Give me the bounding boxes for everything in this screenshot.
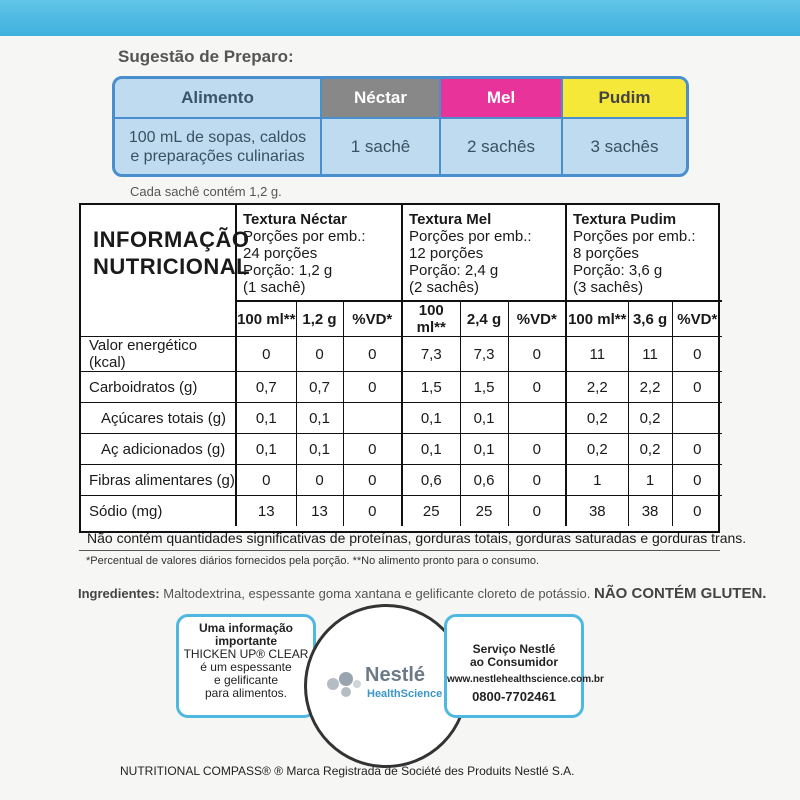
nutrient-value: 0 xyxy=(296,337,343,372)
info-line-2: é um espessante xyxy=(200,660,292,674)
info-line-4: para alimentos. xyxy=(204,686,288,700)
nutrient-value: 0 xyxy=(508,496,566,527)
serving-sachets: (1 sachê) xyxy=(243,279,306,296)
serving-size: Porção: 2,4 g xyxy=(409,262,499,279)
ingredients-line xyxy=(78,585,766,602)
nutrient-value: 0,1 xyxy=(296,403,343,434)
nutrient-label: Fibras alimentares (g) xyxy=(81,465,236,496)
nutrient-value: 2,2 xyxy=(628,372,672,403)
nutrient-value: 0,1 xyxy=(296,434,343,465)
nutrient-value: 0 xyxy=(343,465,402,496)
nutrient-row xyxy=(81,337,722,372)
nutrient-value: 7,3 xyxy=(402,337,460,372)
nutrient-value: 0,2 xyxy=(628,434,672,465)
unit-header: 3,6 g xyxy=(628,301,672,337)
header-nectar: Néctar xyxy=(321,79,440,118)
unit-header: %VD* xyxy=(508,301,566,337)
header-mel: Mel xyxy=(440,79,562,118)
serving-sachets: (3 sachês) xyxy=(573,279,644,296)
nutrient-value: 0 xyxy=(672,465,722,496)
nutrient-value: 0,6 xyxy=(402,465,460,496)
nutrient-value: 0,2 xyxy=(566,403,628,434)
brand-subtitle: HealthScience xyxy=(367,688,443,700)
nutrient-label: Açúcares totais (g) xyxy=(81,403,236,434)
servings-count: 24 porções xyxy=(243,245,318,262)
texture-pudim-header xyxy=(566,205,722,301)
servings-count: 12 porções xyxy=(409,245,484,262)
title-line-2: NUTRICIONAL xyxy=(93,254,251,279)
texture-nectar-header xyxy=(236,205,402,301)
serving-sachets: (2 sachês) xyxy=(409,279,480,296)
info-title-2: importante xyxy=(214,634,277,648)
title-line-1: INFORMAÇÃO xyxy=(93,227,250,252)
nutrient-value: 11 xyxy=(566,337,628,372)
nutrient-value: 38 xyxy=(566,496,628,527)
nutrient-value xyxy=(343,403,402,434)
brand-name: Nestlé xyxy=(365,664,426,686)
unit-row-spacer xyxy=(81,301,236,337)
nutrient-value: 1 xyxy=(566,465,628,496)
texture-name: Textura Néctar xyxy=(243,211,347,228)
nutrient-row xyxy=(81,496,722,527)
header-pudim: Pudim xyxy=(562,79,686,118)
nutrient-value: 0,2 xyxy=(628,403,672,434)
service-url[interactable]: www.nestlehealthscience.com.br xyxy=(447,674,604,685)
nutrient-value: 0,2 xyxy=(566,434,628,465)
unit-header: 1,2 g xyxy=(296,301,343,337)
nutrition-footnote: *Percentual de valores diários fornecidos pela porção. **No alimento pronto para o consumo. xyxy=(86,555,540,567)
nutrient-value: 0,6 xyxy=(460,465,508,496)
nutrient-value: 0 xyxy=(672,372,722,403)
nutrient-value: 0 xyxy=(508,337,566,372)
ingredients-text: Maltodextrina, espessante goma xantana e gelificante cloreto de potássio. xyxy=(163,586,591,601)
nutrient-value: 0 xyxy=(343,496,402,527)
nutrient-value: 0 xyxy=(236,465,296,496)
texture-name: Textura Pudim xyxy=(573,211,677,228)
preparation-table xyxy=(112,76,689,177)
nutrient-value: 1 xyxy=(628,465,672,496)
nestle-logo xyxy=(325,664,451,704)
gluten-statement: NÃO CONTÉM GLUTEN. xyxy=(593,585,767,602)
texture-mel-header xyxy=(402,205,566,301)
nutrient-value: 38 xyxy=(628,496,672,527)
footer-trademark: NUTRITIONAL COMPASS® ® Marca Registrada de Société des Produits Nestlé S.A. xyxy=(120,764,575,778)
top-color-band xyxy=(0,0,800,36)
food-line-2: e preparações culinarias xyxy=(130,147,305,165)
nutrient-label: Aç adicionados (g) xyxy=(81,434,236,465)
info-box xyxy=(176,614,316,718)
info-line-1: THICKEN UP® CLEAR xyxy=(183,647,309,661)
nutrient-value: 0 xyxy=(236,337,296,372)
nutrient-value: 0 xyxy=(343,337,402,372)
nutrient-row xyxy=(81,434,722,465)
footnote-divider xyxy=(79,550,720,551)
header-food: Alimento xyxy=(115,79,321,118)
unit-header: 100 ml** xyxy=(566,301,628,337)
nutrient-value: 0 xyxy=(296,465,343,496)
nutrient-value: 0,1 xyxy=(460,403,508,434)
nutrient-value: 11 xyxy=(628,337,672,372)
unit-header: %VD* xyxy=(672,301,722,337)
service-title-1: Serviço Nestlé xyxy=(472,642,556,656)
nutrition-note: Não contém quantidades significativas de proteínas, gorduras totais, gorduras saturadas e gorduras trans. xyxy=(87,530,747,546)
nutrient-value: 25 xyxy=(460,496,508,527)
nutrition-title xyxy=(81,205,251,301)
amount-mel: 2 sachês xyxy=(440,118,562,174)
nutrient-value: 0,1 xyxy=(236,403,296,434)
servings-label: Porções por emb.: xyxy=(243,228,366,245)
sachet-note: Cada sachê contém 1,2 g. xyxy=(130,184,282,199)
nutrient-value: 1,5 xyxy=(402,372,460,403)
service-phone[interactable]: 0800-7702461 xyxy=(472,689,556,704)
nutrient-value: 1,5 xyxy=(460,372,508,403)
nutrient-value: 0,1 xyxy=(402,434,460,465)
nutrient-value: 0,7 xyxy=(296,372,343,403)
nutrient-value: 0 xyxy=(508,465,566,496)
nutrient-label: Valor energético (kcal) xyxy=(81,337,236,372)
food-line-1: 100 mL de sopas, caldos xyxy=(128,128,307,146)
amount-pudim: 3 sachês xyxy=(562,118,686,174)
nutrient-value: 13 xyxy=(236,496,296,527)
nutrient-value: 0,1 xyxy=(460,434,508,465)
nutrient-value: 0 xyxy=(672,434,722,465)
serving-size: Porção: 1,2 g xyxy=(243,262,333,279)
nutrient-value: 0 xyxy=(343,434,402,465)
info-line-3: e gelificante xyxy=(213,673,279,687)
nutrient-row xyxy=(81,372,722,403)
service-box xyxy=(444,614,604,718)
nutrient-label: Carboidratos (g) xyxy=(81,372,236,403)
unit-row xyxy=(81,301,722,337)
nutrient-value: 0 xyxy=(508,434,566,465)
nutrient-label: Sódio (mg) xyxy=(81,496,236,527)
nutrient-value: 0,1 xyxy=(402,403,460,434)
servings-count: 8 porções xyxy=(573,245,639,262)
service-title-2: ao Consumidor xyxy=(469,655,558,669)
servings-label: Porções por emb.: xyxy=(409,228,532,245)
nutrient-value: 0,1 xyxy=(236,434,296,465)
amount-nectar: 1 sachê xyxy=(321,118,440,174)
nutrient-value: 25 xyxy=(402,496,460,527)
serving-size: Porção: 3,6 g xyxy=(573,262,663,279)
nutrient-value xyxy=(672,403,722,434)
nutrient-value xyxy=(508,403,566,434)
nutrition-facts-table xyxy=(79,203,747,546)
servings-label: Porções por emb.: xyxy=(573,228,696,245)
nutrient-value: 0 xyxy=(672,496,722,527)
nutrient-value: 0 xyxy=(672,337,722,372)
unit-header: %VD* xyxy=(343,301,402,337)
nutrient-value: 0 xyxy=(508,372,566,403)
nutrient-value: 0 xyxy=(343,372,402,403)
nutrient-value: 0,7 xyxy=(236,372,296,403)
ingredients-label: Ingredientes: xyxy=(78,586,160,601)
preparation-title: Sugestão de Preparo: xyxy=(118,47,294,66)
nutrient-value: 2,2 xyxy=(566,372,628,403)
food-description xyxy=(115,118,321,174)
nutrient-row xyxy=(81,465,722,496)
unit-header: 2,4 g xyxy=(460,301,508,337)
info-title-1: Uma informação xyxy=(198,621,294,635)
texture-name: Textura Mel xyxy=(409,211,492,228)
nutrient-value: 7,3 xyxy=(460,337,508,372)
nutrient-row xyxy=(81,403,722,434)
unit-header: 100 ml** xyxy=(236,301,296,337)
unit-header: 100 ml** xyxy=(402,301,460,337)
nutrient-value: 13 xyxy=(296,496,343,527)
